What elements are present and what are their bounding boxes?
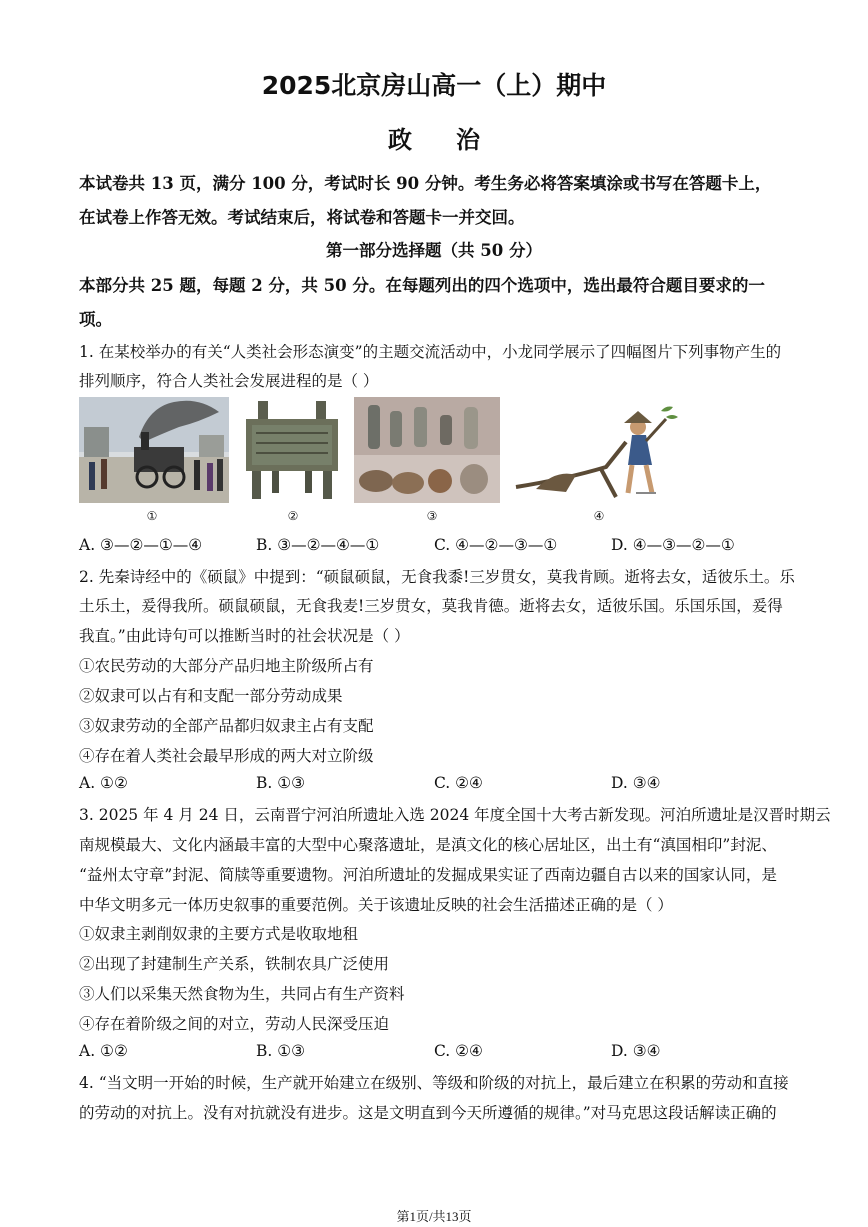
q2-option-b: B. ①③: [256, 774, 306, 792]
q2-option-d: D. ③④: [611, 774, 661, 792]
q1-line-1: 1. 在某校举办的有关“人类社会形态演变”的主题交流活动中，小龙同学展示了四幅图片下列事物产生的: [79, 343, 782, 361]
q2-line-2: 土乐土，爰得我所。硕鼠硕鼠，无食我麦!三岁贯女，莫我肯德。逝将去女，适彼乐国。乐国乐国，爰得: [79, 597, 783, 615]
page-indicator: 第1页/共13页: [396, 1209, 472, 1224]
section-desc-line-1: 本部分共 25 题，每题 2 分，共 50 分。在每题列出的四个选项中，选出最符合题目要求的一: [79, 276, 765, 295]
intro-line-1: 本试卷共 13 页，满分 100 分，考试时长 90 分钟。考生务必将答案填涂或书写在答题卡上，: [79, 174, 772, 193]
image-caption-1: ①: [146, 509, 158, 523]
q3-line-1: 3. 2025 年 4 月 24 日，云南晋宁河泊所遗址入选 2024 年度全国十大考古新发现。河泊所遗址是汉晋时期云: [79, 806, 831, 824]
bronze-vessel-image: [236, 397, 348, 503]
steam-locomotive-image: [79, 397, 229, 503]
q2-item-1: ①农民劳动的大部分产品归地主阶级所占有: [79, 657, 374, 675]
q3-option-c: C. ②④: [434, 1042, 483, 1060]
q2-line-1: 2. 先秦诗经中的《硕鼠》中提到：“硕鼠硕鼠，无食我黍!三岁贯女，莫我肯顾。逝将去女，适彼乐土。乐: [79, 568, 795, 586]
exam-title: 2025北京房山高一（上）期中: [261, 71, 607, 100]
q2-item-4: ④存在着人类社会最早形成的两大对立阶级: [79, 747, 374, 765]
q1-option-d: D. ④—③—②—①: [611, 536, 735, 554]
q3-item-2: ②出现了封建制生产关系，铁制农具广泛使用: [79, 955, 390, 973]
q1-option-a: A. ③—②—①—④: [79, 536, 203, 554]
q2-item-3: ③奴隶劳动的全部产品都归奴隶主占有支配: [79, 717, 374, 735]
q4-line-2: 的劳动的对抗上。没有对抗就没有进步。这是文明直到今天所遵循的规律。”对马克思这段话解读正确的: [79, 1104, 777, 1122]
image-caption-4: ④: [593, 509, 605, 523]
q1-line-2: 排列顺序，符合人类社会发展进程的是（ ）: [79, 372, 379, 390]
section-desc-line-2: 项。: [79, 310, 112, 329]
q1-option-c: C. ④—②—③—①: [434, 536, 558, 554]
image-caption-2: ②: [287, 509, 299, 523]
section-title: 第一部分选择题（共 50 分）: [326, 241, 542, 260]
q4-line-1: 4. “当文明一开始的时候，生产就开始建立在级别、等级和阶级的对抗上，最后建立在积累的劳动和直接: [79, 1074, 789, 1092]
intro-line-2: 在试卷上作答无效。考试结束后，将试卷和答题卡一并交回。: [79, 208, 525, 227]
q3-option-d: D. ③④: [611, 1042, 661, 1060]
q3-item-3: ③人们以采集天然食物为生，共同占有生产资料: [79, 985, 405, 1003]
q3-option-a: A. ①②: [79, 1042, 128, 1060]
plough-farmer-image: [506, 397, 680, 503]
q3-line-2: 南规模最大、文化内涵最丰富的大型中心聚落遗址，是滇文化的核心居址区，出土有“滇国相印”封泥、: [79, 836, 777, 854]
q3-line-4: 中华文明多元一体历史叙事的重要范例。关于该遗址反映的社会生活描述正确的是（ ）: [79, 896, 673, 914]
image-caption-3: ③: [426, 509, 438, 523]
q2-option-a: A. ①②: [79, 774, 128, 792]
q2-option-c: C. ②④: [434, 774, 483, 792]
q3-line-3: “益州太守章”封泥、简牍等重要遗物。河泊所遗址的发掘成果实证了西南边疆自古以来的国家认同，是: [79, 866, 777, 884]
stone-tools-image: [354, 397, 500, 503]
q2-line-3: 我直。”由此诗句可以推断当时的社会状况是（ ）: [79, 627, 410, 645]
q3-option-b: B. ①③: [256, 1042, 306, 1060]
subject-title: 政治: [388, 125, 524, 154]
q3-item-1: ①奴隶主剥削奴隶的主要方式是收取地租: [79, 925, 359, 943]
q3-item-4: ④存在着阶级之间的对立，劳动人民深受压迫: [79, 1015, 390, 1033]
q1-option-b: B. ③—②—④—①: [256, 536, 380, 554]
q2-item-2: ②奴隶可以占有和支配一部分劳动成果: [79, 687, 343, 705]
